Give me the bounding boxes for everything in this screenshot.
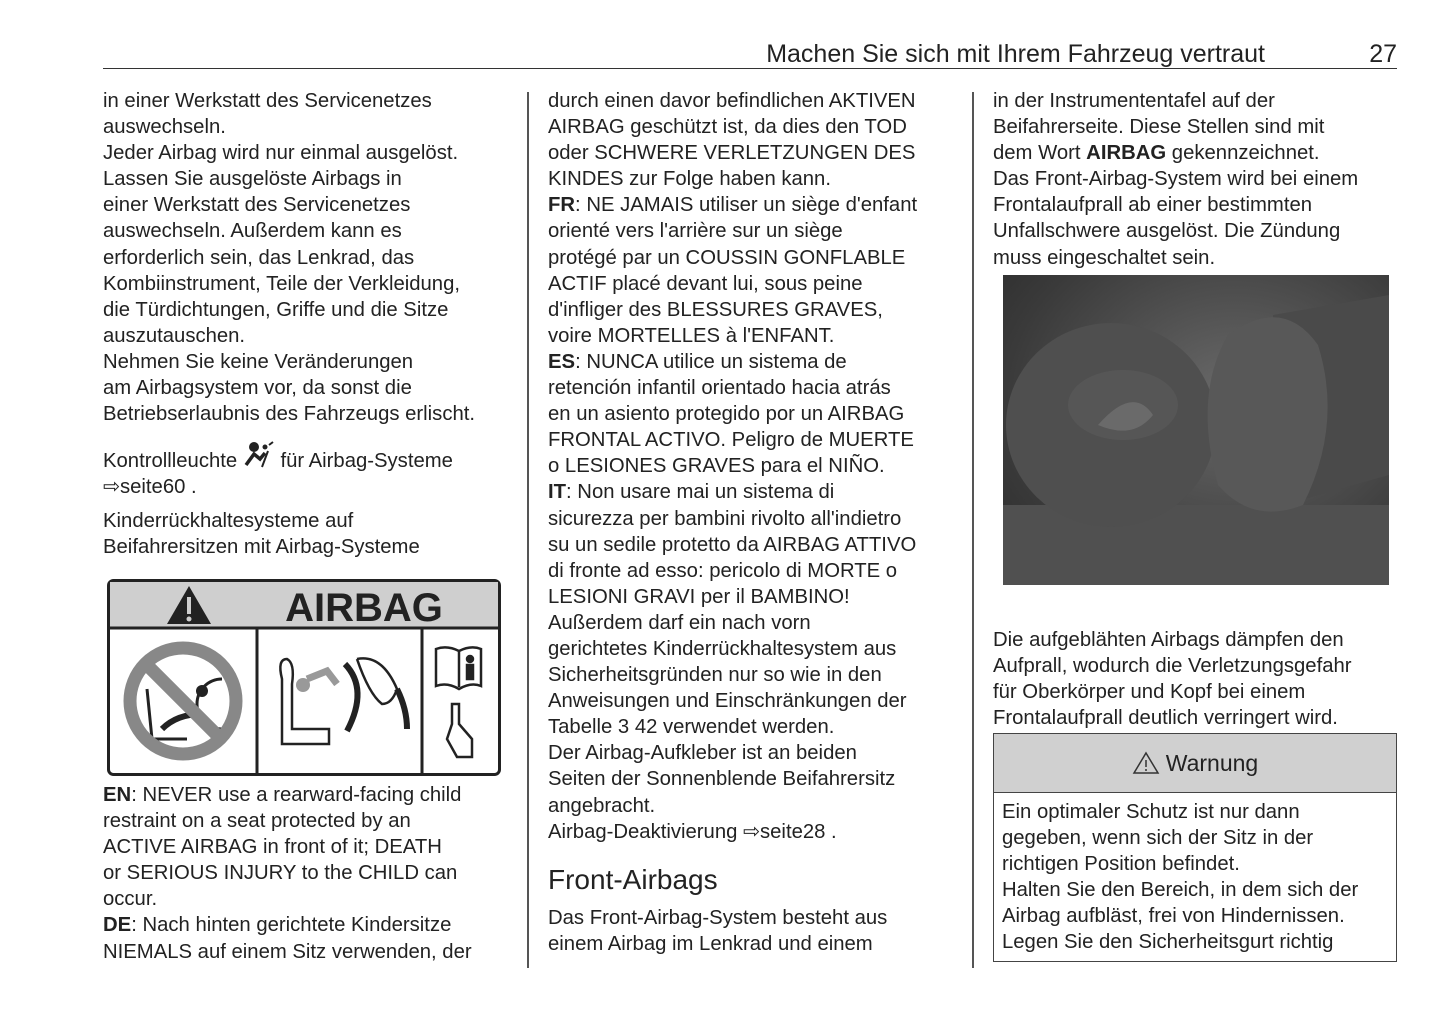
text-line <box>103 782 472 808</box>
text-line: AIRBAG geschützt ist, da dies den TOD <box>548 116 907 139</box>
text-line <box>993 140 1358 166</box>
text-line: Kombiinstrument, Teile der Verkleidung, <box>103 272 460 295</box>
text-line: en un asiento protegido por un AIRBAG <box>548 403 905 426</box>
text: gekennzeichnet. <box>1166 142 1320 165</box>
warning-box <box>993 733 1397 962</box>
text-line: Ein optimaler Schutz ist nur dann <box>1002 801 1300 823</box>
text-line: oder SCHWERE VERLETZUNGEN DES <box>548 142 916 165</box>
language-code: EN <box>103 784 132 806</box>
text: : Non usare mai un sistema di <box>566 481 835 504</box>
text-line: d'infliger des BLESSURES GRAVES, <box>548 298 883 321</box>
text-line: Das Front-Airbag-System besteht aus <box>548 907 888 929</box>
page-link[interactable]: ⇨seite60 . <box>103 476 197 499</box>
text-line: Lassen Sie ausgelöste Airbags in <box>103 168 402 191</box>
page-number: 27 <box>1369 40 1397 68</box>
language-code: ES <box>548 350 576 373</box>
airbag-warning-light-icon <box>243 441 275 469</box>
text-line <box>103 912 472 938</box>
text-line: voire MORTELLES à l'ENFANT. <box>548 324 835 347</box>
section-heading <box>103 508 420 560</box>
text-line: KINDES zur Folge haben kann. <box>548 168 831 191</box>
text-line: Betriebserlaubnis des Fahrzeugs erlischt. <box>103 403 476 426</box>
section-heading: Front-Airbags <box>548 864 718 895</box>
language-code: DE <box>103 914 132 937</box>
text-line: durch einen davor befindlichen AKTIVEN <box>548 90 916 112</box>
airbag-warning-label <box>107 579 501 776</box>
text-line: Frontalaufprall deutlich verringert wird. <box>993 707 1338 730</box>
text-line: in einer Werkstatt des Servicenetzes <box>103 90 432 112</box>
paragraph <box>993 88 1358 271</box>
text-line: Außerdem darf ein nach vorn <box>548 611 811 634</box>
language-code: IT <box>548 481 567 504</box>
paragraph <box>548 88 917 845</box>
text-line: in der Instrumententafel auf der <box>993 90 1275 112</box>
text-line: o LESIONES GRAVES para el NIÑO. <box>548 455 885 478</box>
text-line: protégé par un COUSSIN GONFLABLE <box>548 246 906 269</box>
text-line: am Airbagsystem vor, da sonst die <box>103 377 412 400</box>
text-line: di fronte ad esso: pericolo di MORTE o <box>548 559 898 582</box>
label-title: AIRBAG <box>285 586 443 630</box>
paragraph <box>103 782 472 965</box>
text-line: auswechseln. Außerdem kann es <box>103 220 402 243</box>
text-line: retención infantil orientado hacia atrás <box>548 377 891 400</box>
text-line: NIEMALS auf einem Sitz verwenden, der <box>103 940 472 963</box>
text-line: Legen Sie den Sicherheitsgurt richtig <box>1002 931 1334 954</box>
text-line: Aufprall, wodurch die Verletzungsgefahr <box>993 655 1352 678</box>
text: für Airbag-Systeme <box>280 450 453 472</box>
text-line: ACTIF placé devant lui, sous peine <box>548 272 863 295</box>
text-line: occur. <box>103 888 158 911</box>
text: dem Wort <box>993 142 1087 165</box>
paragraph <box>103 88 475 427</box>
text-line <box>548 192 917 218</box>
text-line: angebracht. <box>548 794 656 817</box>
text-line: LESIONI GRAVI per il BAMBINO! <box>548 585 850 608</box>
text-line <box>548 479 917 505</box>
text-line: Kinderrückhaltesysteme auf <box>103 510 354 532</box>
text: Kontrollleuchte <box>103 450 238 472</box>
text-line: restraint on a seat protected by an <box>103 810 411 833</box>
text-line: Airbag-Deaktivierung ⇨seite28 . <box>548 820 837 843</box>
text-line: für Oberkörper und Kopf bei einem <box>993 681 1306 704</box>
text-line: die Türdichtungen, Griffe und die Sitze <box>103 298 449 321</box>
text-line: FRONTAL ACTIVO. Peligro de MUERTE <box>548 429 914 452</box>
text-line: Seiten der Sonnenblende Beifahrersitz <box>548 768 896 791</box>
paragraph <box>993 627 1352 731</box>
text-line: Das Front-Airbag-System wird bei einem <box>993 168 1359 191</box>
control-light-paragraph <box>103 441 453 500</box>
front-airbags-photo <box>1003 275 1389 585</box>
text: : NUNCA utilice un sistema de <box>575 350 847 373</box>
text: : Nach hinten gerichtete Kindersitze <box>131 914 452 937</box>
header-title: Machen Sie sich mit Ihrem Fahrzeug vertraut <box>766 40 1265 68</box>
text-line: einer Werkstatt des Servicenetzes <box>103 194 411 217</box>
text-line: Tabelle 3 42 verwendet werden. <box>548 716 835 739</box>
warning-title: Warnung <box>1165 749 1259 776</box>
text-line: ACTIVE AIRBAG in front of it; DEATH <box>103 836 442 859</box>
text-line <box>548 349 917 375</box>
page-header <box>103 38 1397 69</box>
text-line: Unfallschwere ausgelöst. Die Zündung <box>993 220 1341 243</box>
text-line: auswechseln. <box>103 116 226 139</box>
text-line: muss eingeschaltet sein. <box>993 246 1216 269</box>
text-line: Jeder Airbag wird nur einmal ausgelöst. <box>103 142 459 165</box>
text-line: Nehmen Sie keine Veränderungen <box>103 350 414 373</box>
text-line: Halten Sie den Bereich, in dem sich der <box>1002 879 1359 902</box>
text-line: gerichtetes Kinderrückhaltesystem aus <box>548 637 897 660</box>
text-line: sicurezza per bambini rivolto all'indietro <box>548 507 902 530</box>
text-line: Der Airbag-Aufkleber ist an beiden <box>548 742 857 765</box>
text-line: orienté vers l'arrière sur un siège <box>548 220 843 243</box>
text-line: or SERIOUS INJURY to the CHILD can <box>103 862 458 885</box>
text: : NEVER use a rearward-facing child <box>131 784 462 806</box>
text-line: erforderlich sein, das Lenkrad, das <box>103 246 415 269</box>
text-line: Anweisungen und Einschränkungen der <box>548 690 907 713</box>
text-line: su un sedile protetto da AIRBAG ATTIVO <box>548 533 917 556</box>
text-line: Beifahrersitzen mit Airbag-Systeme <box>103 536 420 559</box>
column-divider <box>527 92 529 968</box>
text-line: gegeben, wenn sich der Sitz in der <box>1002 827 1314 850</box>
warning-body <box>994 793 1396 962</box>
text-line: Beifahrerseite. Diese Stellen sind mit <box>993 116 1325 139</box>
paragraph <box>548 905 887 957</box>
text-line: Airbag aufbläst, frei von Hindernissen. <box>1002 905 1345 928</box>
text-line: Die aufgeblähten Airbags dämpfen den <box>993 629 1344 651</box>
bold-term: AIRBAG <box>1086 142 1167 165</box>
column-divider <box>972 92 974 968</box>
text-line: einem Airbag im Lenkrad und einem <box>548 933 873 956</box>
text-line: auszutauschen. <box>103 324 246 347</box>
text: : NE JAMAIS utiliser un siège d'enfant <box>575 194 918 217</box>
language-code: FR <box>548 194 576 217</box>
text-line: Frontalaufprall ab einer bestimmten <box>993 194 1313 217</box>
text-line: Sicherheitsgründen nur so wie in den <box>548 664 882 687</box>
warning-triangle-icon <box>1132 751 1160 775</box>
text-line: richtigen Position befindet. <box>1002 853 1240 876</box>
